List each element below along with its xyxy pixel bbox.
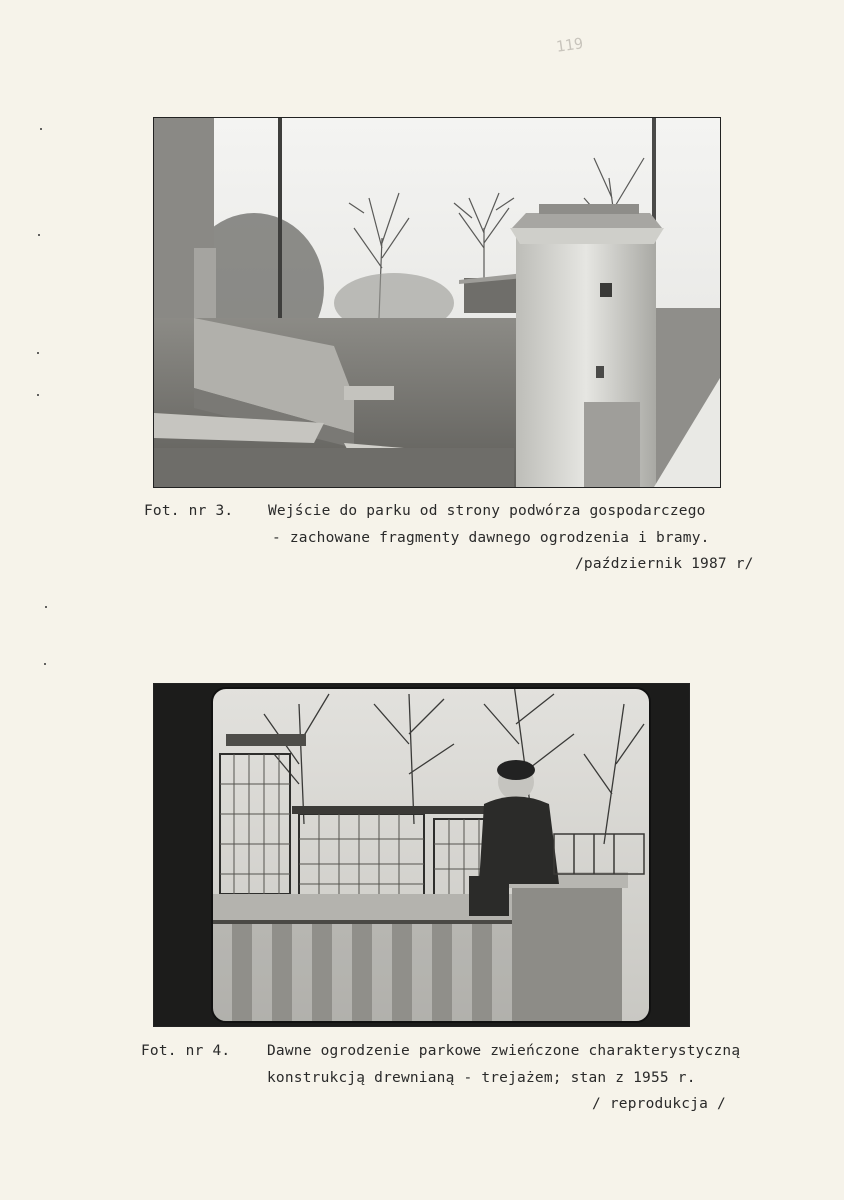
- photo-4-image: [154, 684, 689, 1026]
- margin-dot: [45, 606, 47, 608]
- caption-4-line-2: konstrukcją drewnianą - trejażem; stan z 1955 r.: [267, 1070, 696, 1086]
- caption-3-date: /październik 1987 r/: [575, 556, 754, 572]
- caption-4-note: / reprodukcja /: [592, 1096, 726, 1112]
- photo-4: [153, 683, 690, 1027]
- photo-3: [153, 117, 721, 488]
- margin-dot: [38, 234, 40, 236]
- caption-4-line-1: Dawne ogrodzenie parkowe zwieńczone charakterystyczną: [267, 1043, 741, 1059]
- photo-3-image: [154, 118, 720, 487]
- margin-dot: [37, 394, 39, 396]
- caption-3-line-1: Wejście do parku od strony podwórza gospodarczego: [268, 503, 706, 519]
- caption-4-label: Fot. nr 4.: [141, 1043, 231, 1059]
- margin-dot: [40, 128, 42, 130]
- caption-3-label: Fot. nr 3.: [144, 503, 234, 519]
- caption-3-line-2: - zachowane fragmenty dawnego ogrodzenia i bramy.: [272, 530, 710, 546]
- page-number-mark: 119: [554, 34, 585, 56]
- margin-dot: [37, 352, 39, 354]
- margin-dot: [44, 663, 46, 665]
